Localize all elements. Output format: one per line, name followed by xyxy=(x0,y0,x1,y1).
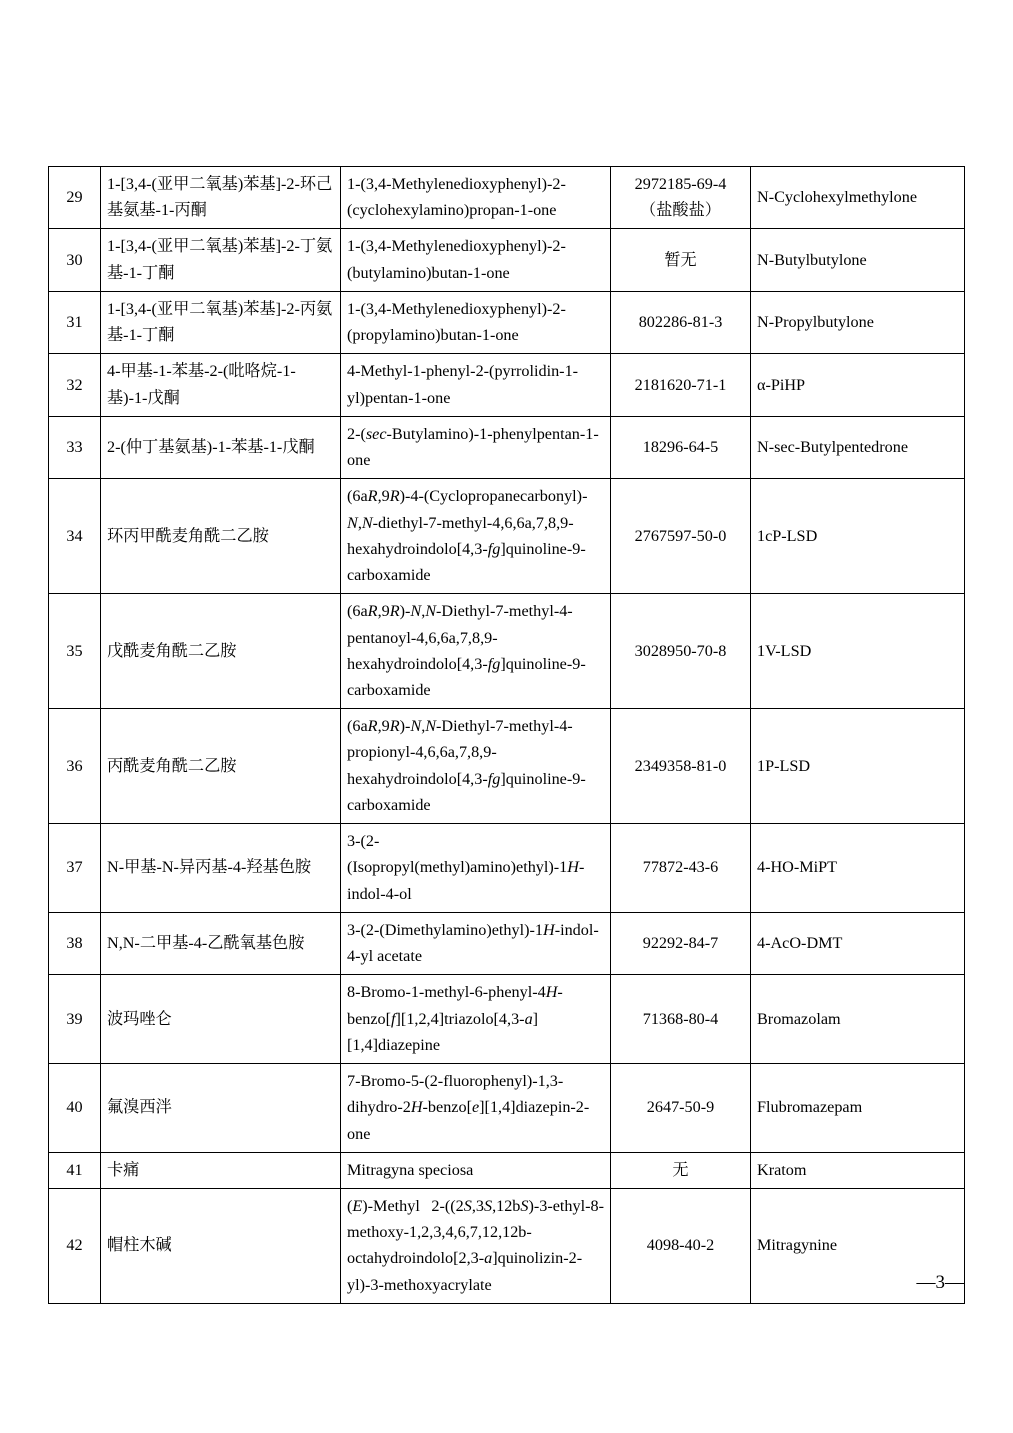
cas-number: 2647-50-9 xyxy=(611,1064,751,1153)
table-row xyxy=(49,912,965,974)
iupac-name: 3-(2-(Dimethylamino)ethyl)-1H-indol-4-yl acetate xyxy=(341,912,611,974)
table-row xyxy=(49,291,965,353)
substances-table-body xyxy=(49,167,965,1304)
iupac-name: Mitragyna speciosa xyxy=(341,1152,611,1188)
iupac-name: (6aR,9R)-N,N-Diethyl-7-methyl-4-pentanoyl-4,6,6a,7,8,9-hexahydroindolo[4,3-fg]quinoline-9-carboxamide xyxy=(341,594,611,709)
table-row xyxy=(49,594,965,709)
cas-number: 3028950-70-8 xyxy=(611,594,751,709)
row-number: 39 xyxy=(49,975,101,1064)
row-number: 29 xyxy=(49,167,101,229)
iupac-name: (6aR,9R)-N,N-Diethyl-7-methyl-4-propionyl-4,6,6a,7,8,9-hexahydroindolo[4,3-fg]quinoline-9-carboxamide xyxy=(341,709,611,824)
english-name: α-PiHP xyxy=(751,354,965,416)
english-name: N-Butylbutylone xyxy=(751,229,965,291)
row-number: 41 xyxy=(49,1152,101,1188)
cas-number: 4098-40-2 xyxy=(611,1188,751,1303)
english-name: N-sec-Butylpentedrone xyxy=(751,416,965,478)
english-name: 4-AcO-DMT xyxy=(751,912,965,974)
table-row xyxy=(49,824,965,913)
row-number: 36 xyxy=(49,709,101,824)
substances-table xyxy=(48,166,965,1304)
iupac-name: 1-(3,4-Methylenedioxyphenyl)-2-(butylamino)butan-1-one xyxy=(341,229,611,291)
english-name: N-Propylbutylone xyxy=(751,291,965,353)
english-name: Mitragynine xyxy=(751,1188,965,1303)
english-name: 1V-LSD xyxy=(751,594,965,709)
row-number: 32 xyxy=(49,354,101,416)
cas-number: 802286-81-3 xyxy=(611,291,751,353)
table-row xyxy=(49,416,965,478)
cas-number: 71368-80-4 xyxy=(611,975,751,1064)
iupac-name: 4-Methyl-1-phenyl-2-(pyrrolidin-1-yl)pentan-1-one xyxy=(341,354,611,416)
iupac-name: 1-(3,4-Methylenedioxyphenyl)-2-(propylamino)butan-1-one xyxy=(341,291,611,353)
english-name: 1cP-LSD xyxy=(751,479,965,594)
iupac-name: (E)-Methyl 2-((2S,3S,12bS)-3-ethyl-8-methoxy-1,2,3,4,6,7,12,12b-octahydroindolo[2,3-a]quinolizin-2-yl)-3-methoxyacrylate xyxy=(341,1188,611,1303)
chinese-name: N,N-二甲基-4-乙酰氧基色胺 xyxy=(101,912,341,974)
chinese-name: 波玛唑仑 xyxy=(101,975,341,1064)
iupac-name: 2-(sec-Butylamino)-1-phenylpentan-1-one xyxy=(341,416,611,478)
cas-number: 18296-64-5 xyxy=(611,416,751,478)
chinese-name: 1-[3,4-(亚甲二氧基)苯基]-2-环己基氨基-1-丙酮 xyxy=(101,167,341,229)
cas-number: 92292-84-7 xyxy=(611,912,751,974)
cas-number: 2349358-81-0 xyxy=(611,709,751,824)
english-name: 4-HO-MiPT xyxy=(751,824,965,913)
iupac-name: (6aR,9R)-4-(Cyclopropanecarbonyl)-N,N-diethyl-7-methyl-4,6,6a,7,8,9-hexahydroindolo[4,3-fg]quinoline-9-carboxamide xyxy=(341,479,611,594)
table-row xyxy=(49,1152,965,1188)
cas-number: 77872-43-6 xyxy=(611,824,751,913)
english-name: N-Cyclohexylmethylone xyxy=(751,167,965,229)
row-number: 30 xyxy=(49,229,101,291)
chinese-name: 戊酰麦角酰二乙胺 xyxy=(101,594,341,709)
row-number: 35 xyxy=(49,594,101,709)
row-number: 42 xyxy=(49,1188,101,1303)
iupac-name: 8-Bromo-1-methyl-6-phenyl-4H-benzo[f][1,2,4]triazolo[4,3-a][1,4]diazepine xyxy=(341,975,611,1064)
cas-number: 2972185-69-4 （盐酸盐） xyxy=(611,167,751,229)
table-row xyxy=(49,975,965,1064)
table-row xyxy=(49,709,965,824)
row-number: 33 xyxy=(49,416,101,478)
cas-number: 2767597-50-0 xyxy=(611,479,751,594)
cas-number: 暂无 xyxy=(611,229,751,291)
chinese-name: 环丙甲酰麦角酰二乙胺 xyxy=(101,479,341,594)
chinese-name: 2-(仲丁基氨基)-1-苯基-1-戊酮 xyxy=(101,416,341,478)
row-number: 34 xyxy=(49,479,101,594)
chinese-name: 卡痛 xyxy=(101,1152,341,1188)
english-name: Kratom xyxy=(751,1152,965,1188)
english-name: 1P-LSD xyxy=(751,709,965,824)
row-number: 37 xyxy=(49,824,101,913)
chinese-name: 1-[3,4-(亚甲二氧基)苯基]-2-丙氨基-1-丁酮 xyxy=(101,291,341,353)
iupac-name: 7-Bromo-5-(2-fluorophenyl)-1,3-dihydro-2H-benzo[e][1,4]diazepin-2-one xyxy=(341,1064,611,1153)
iupac-name: 3-(2-(Isopropyl(methyl)amino)ethyl)-1H-indol-4-ol xyxy=(341,824,611,913)
cas-number: 无 xyxy=(611,1152,751,1188)
row-number: 31 xyxy=(49,291,101,353)
english-name: Flubromazepam xyxy=(751,1064,965,1153)
substances-table-container xyxy=(48,166,964,1304)
table-row xyxy=(49,229,965,291)
chinese-name: 丙酰麦角酰二乙胺 xyxy=(101,709,341,824)
table-row xyxy=(49,1064,965,1153)
cas-number: 2181620-71-1 xyxy=(611,354,751,416)
chinese-name: 氟溴西泮 xyxy=(101,1064,341,1153)
iupac-name: 1-(3,4-Methylenedioxyphenyl)-2-(cyclohexylamino)propan-1-one xyxy=(341,167,611,229)
table-row xyxy=(49,167,965,229)
row-number: 38 xyxy=(49,912,101,974)
chinese-name: 帽柱木碱 xyxy=(101,1188,341,1303)
chinese-name: 4-甲基-1-苯基-2-(吡咯烷-1-基)-1-戊酮 xyxy=(101,354,341,416)
table-row xyxy=(49,479,965,594)
chinese-name: N-甲基-N-异丙基-4-羟基色胺 xyxy=(101,824,341,913)
row-number: 40 xyxy=(49,1064,101,1153)
page-number: —3— xyxy=(916,1272,964,1293)
chinese-name: 1-[3,4-(亚甲二氧基)苯基]-2-丁氨基-1-丁酮 xyxy=(101,229,341,291)
table-row xyxy=(49,354,965,416)
english-name: Bromazolam xyxy=(751,975,965,1064)
